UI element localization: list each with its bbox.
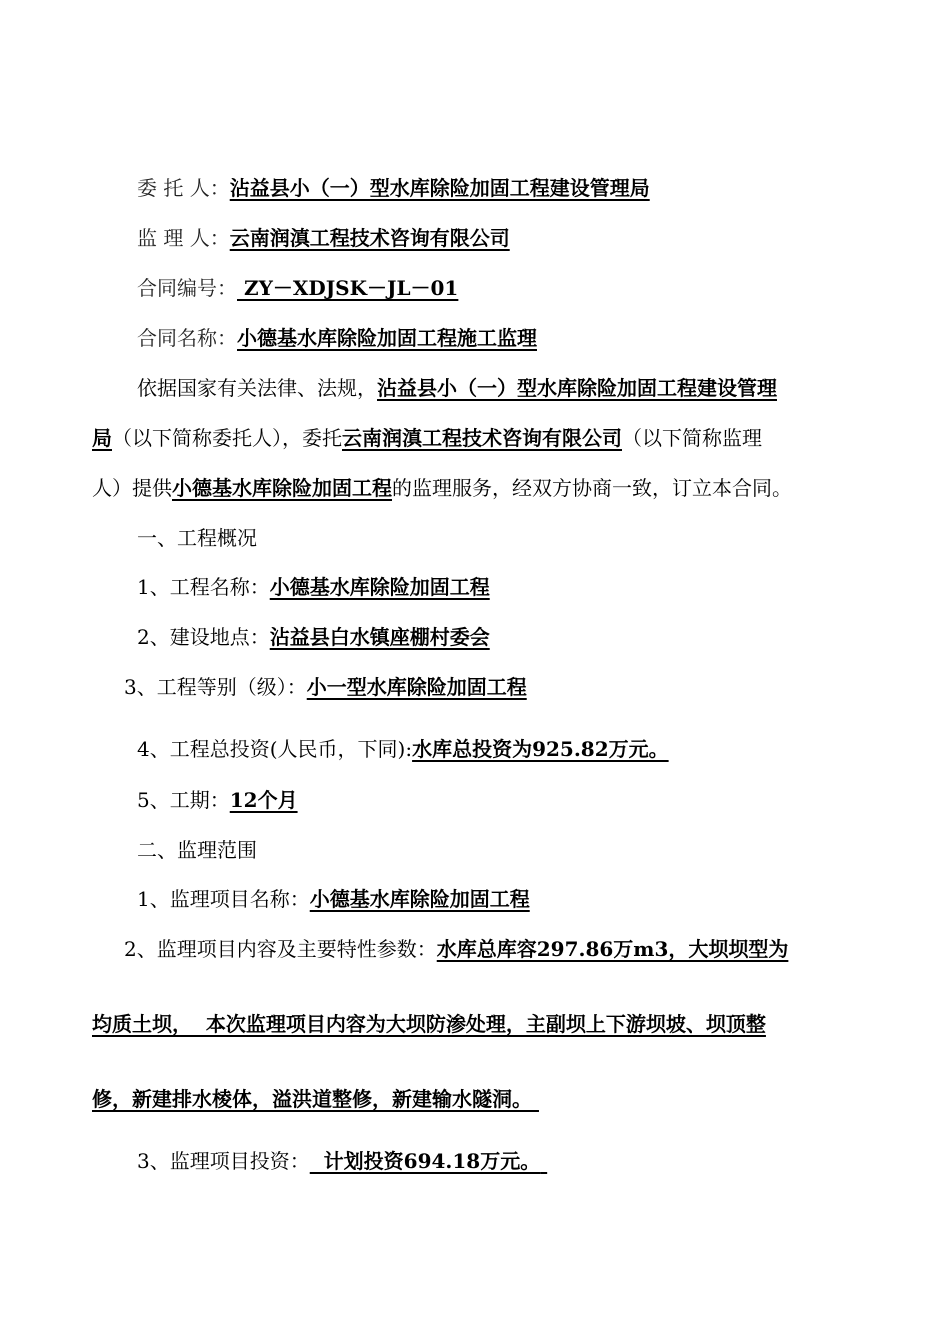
intro-text: 的监理服务，经双方协商一致，订立本合同。	[392, 476, 792, 500]
supervision-project-line	[137, 884, 530, 914]
underline-tail	[532, 1084, 546, 1114]
section-2-title: 二、监理范围	[137, 838, 257, 862]
contract-no-line	[137, 273, 458, 303]
contract-name-label: 合同名称：	[137, 326, 237, 350]
item-label: 1、工程名称：	[137, 575, 270, 599]
item-label: 3、工程等别（级）：	[124, 675, 307, 699]
client-name-ref-end: 局	[92, 426, 112, 450]
contract-name-line	[137, 323, 537, 353]
item-value: 修，新建排水棱体，溢洪道整修，新建输水隧洞。	[92, 1087, 532, 1111]
intro-text: （以下简称委托人），委托	[112, 426, 342, 450]
supervisor-label: 监 理 人：	[137, 226, 230, 250]
item-value: 沾益县白水镇座棚村委会	[269, 625, 490, 649]
investment-line	[137, 734, 669, 764]
supervision-content-line-2	[92, 1009, 766, 1039]
location-line	[137, 622, 490, 652]
supervision-content-line-3	[92, 1084, 546, 1114]
contract-no-label: 合同编号：	[137, 276, 237, 300]
intro-text: 依据国家有关法律、法规，	[137, 376, 377, 400]
client-name-ref: 沾益县小（一）型水库除险加固工程建设管理	[377, 376, 777, 400]
project-name-ref: 小德基水库除险加固工程	[172, 476, 392, 500]
item-label: 2、建设地点：	[137, 625, 270, 649]
contract-name-value: 小德基水库除险加固工程施工监理	[237, 326, 537, 350]
item-value: 12个月	[229, 788, 298, 812]
item-value: 计划投资694.18万元。	[309, 1149, 541, 1173]
underline-tail	[540, 1146, 554, 1176]
intro-line-3	[92, 473, 792, 503]
supervision-content-line-1	[124, 934, 788, 964]
intro-line-1	[137, 373, 777, 403]
grade-line	[124, 672, 527, 702]
item-value: 均质土坝， 本次监理项目内容为大坝防渗处理，主副坝上下游坝坡、坝顶整	[92, 1012, 766, 1036]
client-label: 委 托 人：	[137, 176, 230, 200]
supervision-investment-line	[137, 1146, 554, 1176]
intro-text: 人）提供	[92, 476, 172, 500]
item-value: 水库总投资为925.82万元。	[412, 737, 669, 761]
item-label: 5、工期：	[137, 788, 230, 812]
client-value: 沾益县小（一）型水库除险加固工程建设管理局	[229, 176, 650, 200]
item-value: 小一型水库除险加固工程	[306, 675, 527, 699]
item-label: 3、监理项目投资：	[137, 1149, 310, 1173]
item-label: 4、工程总投资(人民币，下同):	[137, 737, 413, 761]
project-name-line	[137, 572, 490, 602]
duration-line	[137, 785, 298, 815]
item-label: 1、监理项目名称：	[137, 887, 310, 911]
item-label: 2、监理项目内容及主要特性参数：	[124, 937, 437, 961]
contract-no-value: ZY－XDJSK－JL－01	[237, 276, 459, 300]
intro-text: （以下简称监理	[622, 426, 762, 450]
supervisor-value: 云南润滇工程技术咨询有限公司	[229, 226, 510, 250]
item-value: 小德基水库除险加固工程	[309, 887, 530, 911]
item-value: 小德基水库除险加固工程	[269, 575, 490, 599]
supervisor-line	[137, 223, 510, 253]
supervisor-name-ref: 云南润滇工程技术咨询有限公司	[342, 426, 622, 450]
item-value: 水库总库容297.86万m3，大坝坝型为	[436, 937, 789, 961]
client-line	[137, 173, 650, 203]
section-1-title: 一、工程概况	[137, 526, 257, 550]
intro-line-2	[92, 423, 762, 453]
